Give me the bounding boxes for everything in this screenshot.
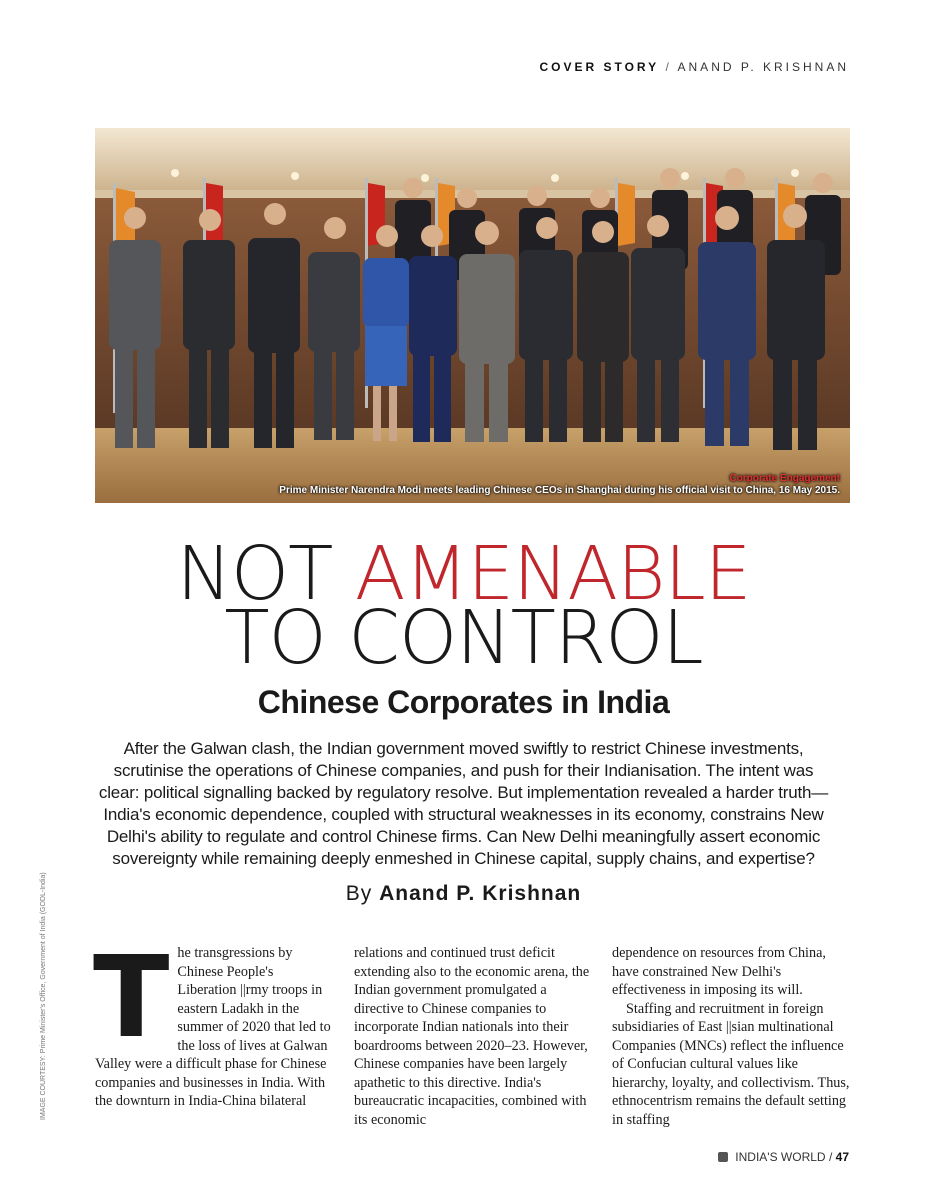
byline-name: Anand P. Krishnan: [379, 882, 582, 905]
body-text-col3-para2: Staffing and recruitment in foreign subsidiaries of East ||sian multinational Companies (MNCs) reflect the influence of Confucian cultural values like hierarchy, loyalty, and collectivism. Thus, ethnocentrism remains the default setting in staffing: [612, 1000, 850, 1128]
page-footer: [718, 1150, 849, 1164]
body-column-1: [93, 933, 335, 1111]
group-photo-illustration: [95, 128, 850, 503]
header-author: ANAND P. KRISHNAN: [677, 60, 849, 74]
caption-title: Corporate Engagement: [729, 473, 840, 484]
byline: [0, 882, 927, 906]
headline-word-amenable: AMENABLE: [354, 531, 751, 617]
body-text-col2: relations and continued trust deficit extending also to the economic arena, the Indian government promulgated a directive to Chinese companies to incorporate Indian nationals into their boardrooms between 2020–23. However, Chinese companies have been largely apathetic to this directive. India's bureaucratic incapacities, combined with its economic: [354, 945, 590, 1128]
magazine-logo-icon: [718, 1152, 728, 1162]
caption-text: Prime Minister Narendra Modi meets leading Chinese CEOs in Shanghai during his official visit to China, 16 May 2015.: [279, 485, 840, 496]
lead-paragraph: After the Galwan clash, the Indian government moved swiftly to restrict Chinese investments, scrutinise the operations of Chinese companies, and push for their Indianisation. The intent was clear: political signalling backed by regulatory resolve. But implementation revealed a harder truth—India's economic dependence, coupled with structural weaknesses in its economy, constrains New Delhi's ability to regulate and control Chinese firms. Can New Delhi meaningfully assert economic sovereignty while remaining deeply enmeshed in Chinese capital, supply chains, and expertise?: [98, 739, 829, 868]
cover-photo: [95, 128, 850, 503]
body-column-3: [612, 944, 852, 1129]
running-head: [539, 60, 849, 74]
drop-cap: T: [93, 933, 170, 1063]
image-credit: IMAGE COURTESY: Prime Minister's Office, Government of India (GODL-India): [40, 872, 47, 1120]
page-number: 47: [835, 1150, 849, 1164]
header-separator: /: [665, 60, 672, 74]
byline-prefix: By: [345, 882, 373, 905]
article-subtitle: Chinese Corporates in India: [257, 684, 670, 720]
footer-separator: /: [828, 1150, 833, 1164]
headline-line-2: TO CONTROL: [224, 595, 703, 681]
body-column-2: [354, 944, 594, 1129]
headline-word-not: NOT: [176, 531, 333, 617]
body-text-col3-para1: dependence on resources from China, have constrained New Delhi's effectiveness in imposing its will.: [612, 945, 826, 998]
photo-caption: [279, 473, 840, 497]
body-text-col1: he transgressions by Chinese People's Liberation ||rmy troops in eastern Ladakh in the summer of 2020 that led to the loss of lives at Galwan Valley were a difficult phase for Chinese companies and businesses in India. With the downturn in India-China bilateral: [95, 945, 331, 1109]
section-label: COVER STORY: [539, 60, 660, 74]
magazine-name: INDIA'S WORLD: [735, 1150, 826, 1164]
